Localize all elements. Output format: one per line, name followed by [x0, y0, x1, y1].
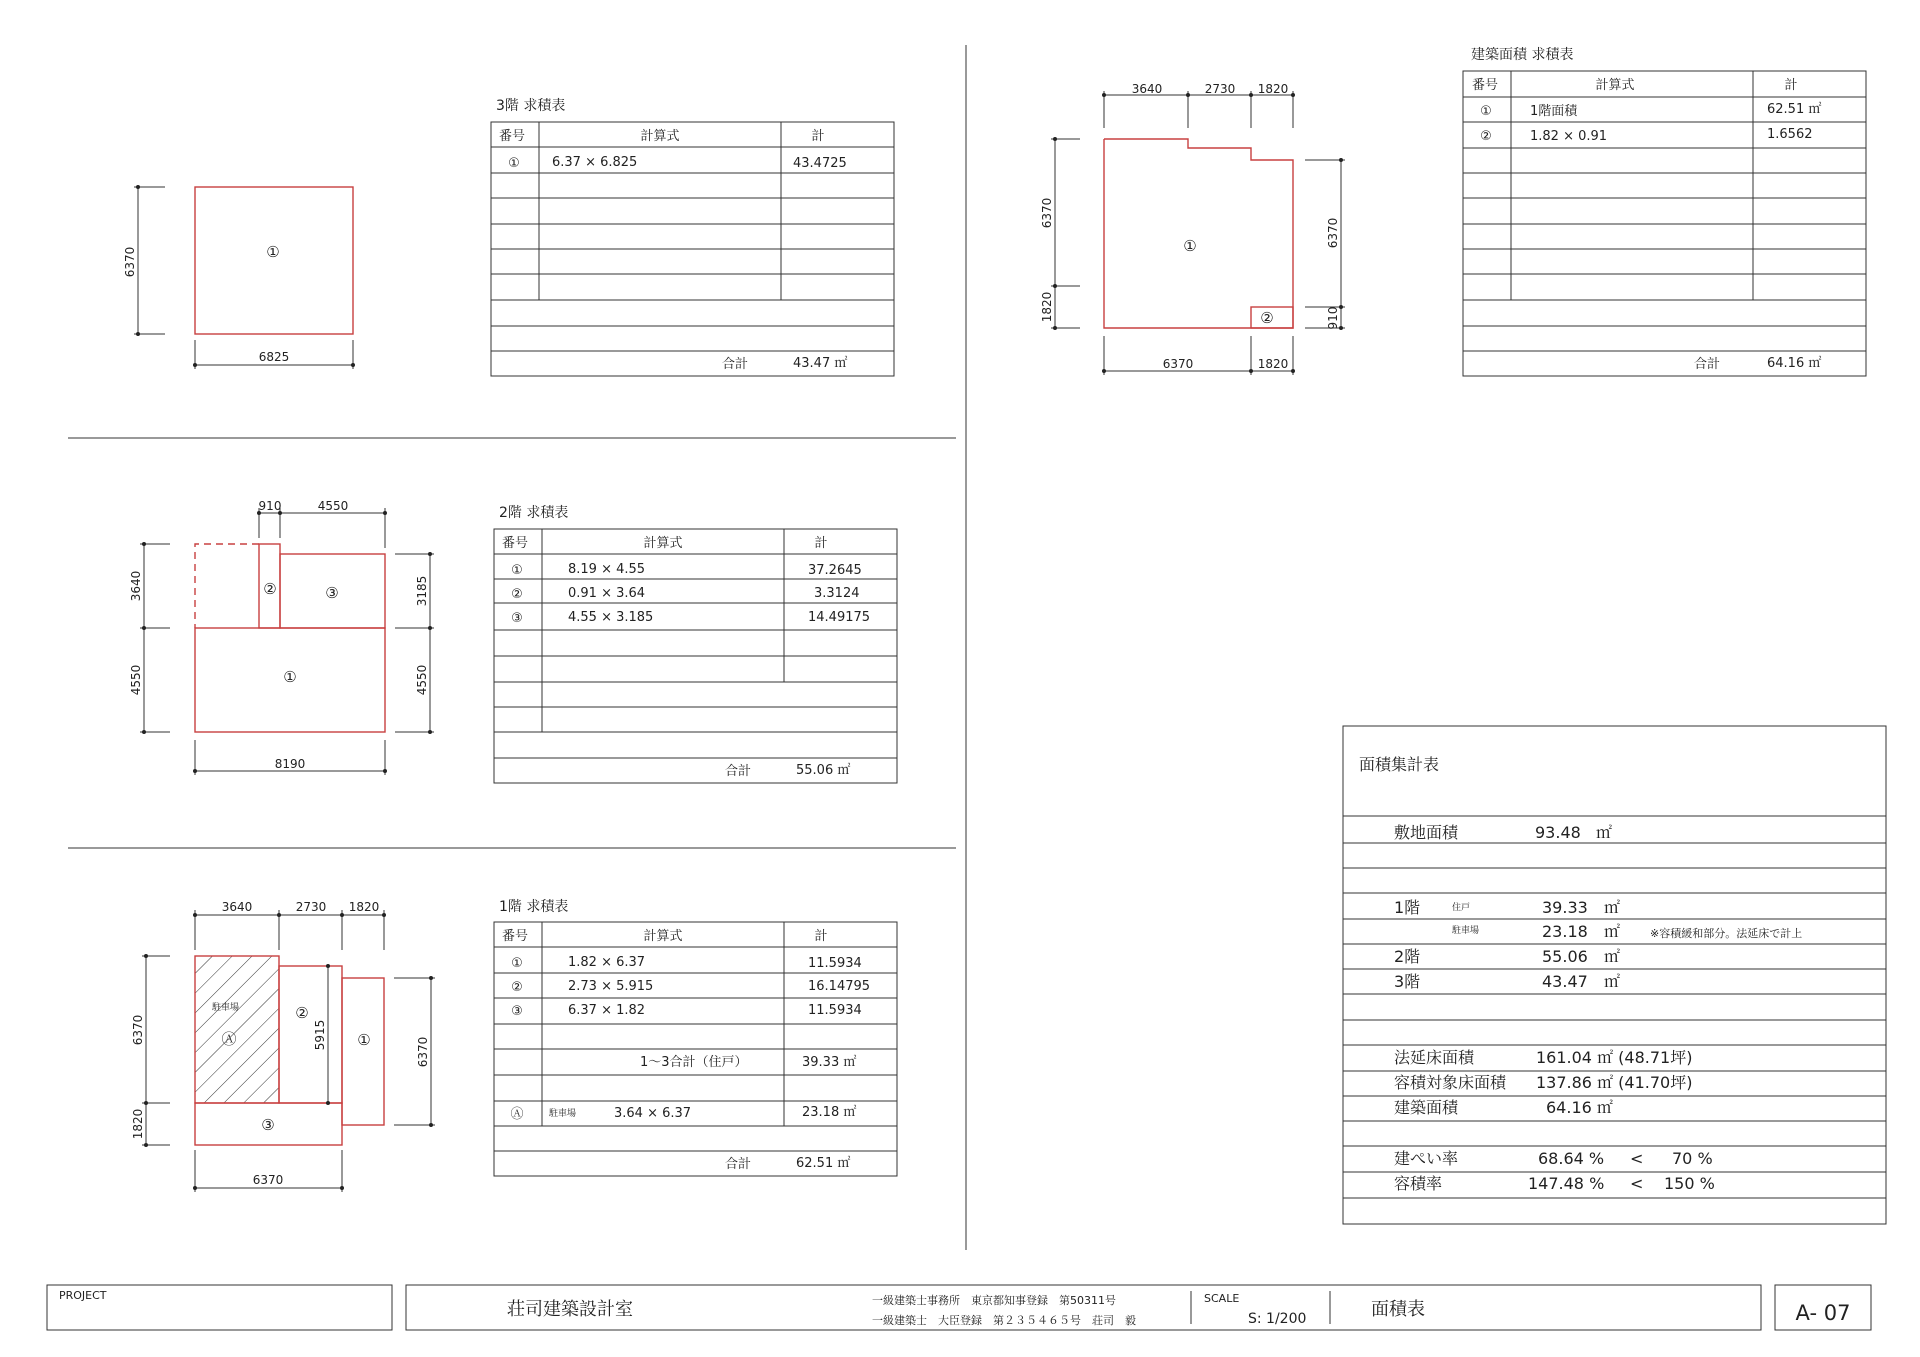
floor1-dim-left-b: 1820 [131, 1108, 145, 1140]
summary-f1-park-label: 駐車場 [1452, 926, 1480, 936]
building-area-dim-left-a: 6370 [1040, 197, 1054, 229]
floor2-row2-no: ② [511, 587, 523, 602]
building-area-table [1463, 46, 1866, 376]
building-area-dim-left-b: 1820 [1040, 291, 1054, 323]
floor1-row1-formula: 1.82 × 6.37 [568, 955, 646, 970]
floor1-parking-row-label: 駐車場 [549, 1109, 577, 1119]
summary-site-unit: ㎡ [1596, 823, 1613, 842]
floor1-parking-value: 23.18 ㎡ [802, 1105, 857, 1120]
floor2-row2-value: 3.3124 [814, 586, 860, 601]
area-summary-table [1343, 726, 1886, 1224]
floor1-hdr-no: 番号 [501, 929, 529, 944]
building-area-region-1: ① [1183, 237, 1197, 255]
summary-f1-label: 1階 [1394, 898, 1421, 917]
summary-bcr-value: 68.64 % [1538, 1149, 1605, 1168]
building-area-outline [1104, 139, 1293, 328]
building-area-row1-formula: 1階面積 [1530, 104, 1578, 119]
floor2-hdr-no: 番号 [501, 536, 529, 551]
floor1-dim-right: 6370 [416, 1036, 430, 1068]
floor1-dim-top-b: 2730 [295, 900, 327, 914]
summary-far-limit: 150 % [1664, 1174, 1715, 1193]
building-area-row2-value: 1.6562 [1767, 127, 1813, 142]
building-area-hdr-value: 計 [1784, 78, 1798, 93]
floor1-dim-bottom: 6370 [252, 1173, 284, 1187]
floor1-dim-top-a: 3640 [221, 900, 253, 914]
building-area-row2-no: ② [1480, 129, 1492, 144]
summary-f3-value: 43.47 [1542, 972, 1588, 991]
floor3-hdr-value: 計 [811, 129, 825, 144]
summary-bcr-limit: 70 % [1672, 1149, 1713, 1168]
floor2-dim-left-a: 3640 [129, 570, 143, 602]
floor2-total-value: 55.06 ㎡ [796, 763, 851, 778]
summary-far-value: 147.48 % [1528, 1174, 1605, 1193]
floor1-row1-value: 11.5934 [808, 956, 862, 971]
registration-1: 一級建築士事務所 東京都知事登録 第50311号 [872, 1294, 1116, 1307]
summary-f1-res-value: 39.33 [1542, 898, 1588, 917]
summary-f3-label: 3階 [1394, 972, 1421, 991]
drawing-title: 面積表 [1371, 1299, 1425, 1320]
summary-legal-label: 法延床面積 [1394, 1048, 1475, 1067]
floor2-dim-right-b: 4550 [415, 664, 429, 696]
summary-bldg-value: 64.16 ㎡ [1546, 1098, 1613, 1117]
building-area-row2-formula: 1.82 × 0.91 [1530, 129, 1608, 144]
building-area-row1-no: ① [1480, 104, 1492, 119]
registration-2: 一級建築士 大臣登録 第２３５４６５号 荘司 毅 [872, 1314, 1136, 1327]
floor2-row2-formula: 0.91 × 3.64 [568, 586, 646, 601]
floor1-plan [131, 900, 435, 1192]
summary-site-value: 93.48 [1535, 823, 1581, 842]
building-area-dim-top-b: 2730 [1204, 82, 1236, 96]
floor2-dim-bottom: 8190 [274, 757, 306, 771]
floor1-parking-formula: 3.64 × 6.37 [614, 1106, 692, 1121]
building-area-dim-top-c: 1820 [1257, 82, 1289, 96]
building-area-dim-right-a: 6370 [1326, 217, 1340, 249]
building-area-plan [1040, 82, 1345, 375]
floor2-region-2: ② [263, 580, 277, 598]
building-area-dim-right-b: 910 [1326, 306, 1340, 330]
floor3-row1-formula: 6.37 × 6.825 [552, 155, 638, 170]
summary-f1-res-label: 住戸 [1452, 903, 1471, 913]
summary-f1-res-unit: ㎡ [1604, 898, 1621, 917]
summary-title: 面積集計表 [1359, 755, 1440, 774]
floor3-hdr-no: 番号 [498, 129, 526, 144]
floor3-hdr-formula: 計算式 [640, 129, 680, 144]
summary-legal-value: 161.04 ㎡ (48.71坪) [1536, 1048, 1693, 1067]
floor3-total-value: 43.47 ㎡ [793, 356, 848, 371]
floor1-parking-no: Ⓐ [510, 1107, 524, 1122]
floor2-plan [129, 499, 434, 775]
building-area-row1-value: 62.51 ㎡ [1767, 102, 1822, 117]
building-area-dim-bottom-b: 1820 [1257, 357, 1289, 371]
floor1-table [494, 898, 897, 1176]
floor1-row2-no: ② [511, 980, 523, 995]
floor3-region-1: ① [266, 243, 280, 261]
floor3-table-title: 3階 求積表 [496, 98, 566, 114]
floor3-dim-height: 6370 [123, 246, 137, 278]
floor2-dim-left-b: 4550 [129, 664, 143, 696]
summary-f2-label: 2階 [1394, 947, 1421, 966]
floor1-subtotal-label: 1〜3合計（住戸） [640, 1055, 748, 1070]
title-block [47, 1285, 1871, 1330]
summary-far-area-value: 137.86 ㎡ (41.70坪) [1536, 1073, 1693, 1092]
floor1-table-title: 1階 求積表 [499, 899, 569, 915]
summary-f1-note: ※容積緩和部分。法延床で計上 [1650, 927, 1803, 940]
summary-bcr-cmp: < [1630, 1149, 1644, 1168]
floor2-hdr-formula: 計算式 [643, 536, 683, 551]
scale-value: S: 1/200 [1248, 1311, 1307, 1327]
building-area-hdr-no: 番号 [1471, 78, 1499, 93]
floor2-region-1: ① [283, 668, 297, 686]
floor2-row1-no: ① [511, 563, 523, 578]
summary-f3-unit: ㎡ [1604, 972, 1621, 991]
floor2-table [494, 504, 897, 783]
building-area-region-2: ② [1260, 309, 1274, 327]
summary-site-label: 敷地面積 [1394, 823, 1459, 842]
floor2-dim-top-b: 4550 [317, 499, 349, 513]
summary-far-cmp: < [1630, 1174, 1644, 1193]
floor2-row3-value: 14.49175 [808, 610, 871, 625]
floor2-row3-formula: 4.55 × 3.185 [568, 610, 654, 625]
floor2-row3-no: ③ [511, 611, 523, 626]
floor2-dim-right-a: 3185 [415, 575, 429, 607]
scale-label: SCALE [1204, 1292, 1240, 1305]
floor1-total-value: 62.51 ㎡ [796, 1156, 851, 1171]
floor2-total-label: 合計 [725, 764, 752, 779]
sheet-number: A- 07 [1795, 1301, 1851, 1325]
building-area-total-label: 合計 [1694, 357, 1721, 372]
building-area-dim-top-a: 3640 [1131, 82, 1163, 96]
building-area-hdr-formula: 計算式 [1595, 78, 1635, 93]
floor1-dim-inner: 5915 [313, 1019, 327, 1051]
floor1-total-label: 合計 [725, 1157, 752, 1172]
summary-f2-unit: ㎡ [1604, 947, 1621, 966]
floor1-row3-formula: 6.37 × 1.82 [568, 1003, 646, 1018]
floor1-region-2: ② [295, 1004, 309, 1022]
floor3-plan [123, 185, 355, 369]
summary-f1-park-unit: ㎡ [1604, 922, 1621, 941]
floor3-row1-no: ① [508, 156, 520, 171]
floor3-dim-width: 6825 [258, 350, 290, 364]
floor1-region-3: ③ [261, 1116, 275, 1134]
floor1-parking-label: 駐車場 [212, 1003, 240, 1013]
floor2-region-3: ③ [325, 584, 339, 602]
floor1-dim-top-c: 1820 [348, 900, 380, 914]
office-name: 荘司建築設計室 [507, 1299, 633, 1320]
floor1-dim-left-a: 6370 [131, 1014, 145, 1046]
floor1-row2-formula: 2.73 × 5.915 [568, 979, 654, 994]
floor1-region-a: Ⓐ [221, 1030, 237, 1048]
summary-bcr-label: 建ぺい率 [1394, 1149, 1459, 1168]
floor1-row3-value: 11.5934 [808, 1003, 862, 1018]
floor1-region-1: ① [357, 1031, 371, 1049]
floor1-parking-area [195, 956, 279, 1103]
floor1-row2-value: 16.14795 [808, 979, 871, 994]
floor1-hdr-formula: 計算式 [643, 929, 683, 944]
building-area-dim-bottom-a: 6370 [1162, 357, 1194, 371]
floor1-hdr-value: 計 [814, 929, 828, 944]
floor1-row3-no: ③ [511, 1004, 523, 1019]
floor3-total-label: 合計 [722, 357, 749, 372]
summary-far-area-label: 容積対象床面積 [1394, 1073, 1507, 1092]
floor3-row1-value: 43.4725 [793, 156, 847, 171]
floor3-table [491, 97, 894, 376]
floor2-row1-value: 37.2645 [808, 563, 862, 578]
building-area-table-title: 建築面積 求積表 [1471, 47, 1574, 63]
floor2-row1-formula: 8.19 × 4.55 [568, 562, 646, 577]
floor2-table-title: 2階 求積表 [499, 505, 569, 521]
summary-far-label: 容積率 [1394, 1174, 1443, 1193]
floor1-row1-no: ① [511, 956, 523, 971]
floor1-subtotal-value: 39.33 ㎡ [802, 1055, 857, 1070]
building-area-total-value: 64.16 ㎡ [1767, 356, 1822, 371]
summary-f1-park-value: 23.18 [1542, 922, 1588, 941]
floor2-hdr-value: 計 [814, 536, 828, 551]
project-label: PROJECT [59, 1289, 107, 1302]
summary-f2-value: 55.06 [1542, 947, 1588, 966]
floor2-dim-top-a: 910 [258, 499, 282, 513]
summary-bldg-label: 建築面積 [1394, 1098, 1459, 1117]
